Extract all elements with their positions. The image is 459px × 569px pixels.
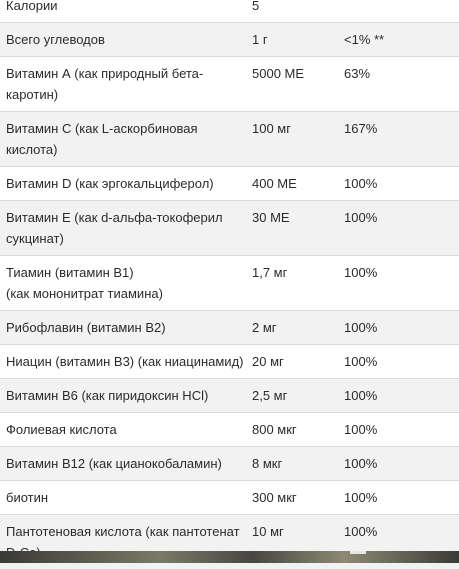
nutrient-amount: 100 мг xyxy=(246,112,338,167)
table-row xyxy=(0,167,459,201)
daily-value-percent xyxy=(338,0,459,23)
daily-value-percent: 100% xyxy=(338,447,459,481)
nutrient-name: биотин xyxy=(0,481,246,515)
table-row xyxy=(0,112,459,167)
nutrient-name-line: Тиамин (витамин B1) xyxy=(6,262,246,283)
nutrient-amount: 2,5 мг xyxy=(246,379,338,413)
table-row xyxy=(0,379,459,413)
daily-value-percent: 100% xyxy=(338,201,459,256)
table-row xyxy=(0,481,459,515)
daily-value-percent: 100% xyxy=(338,256,459,311)
daily-value-percent: 100% xyxy=(338,413,459,447)
table-row xyxy=(0,201,459,256)
nutrient-amount: 10 мг xyxy=(246,515,338,569)
nutrient-name: Всего углеводов xyxy=(0,23,246,57)
table-row xyxy=(0,0,459,23)
daily-value-percent: 167% xyxy=(338,112,459,167)
table-row xyxy=(0,311,459,345)
daily-value-percent: 63% xyxy=(338,57,459,112)
nutrient-name: Витамин А (как природный бета-каротин) xyxy=(0,57,246,112)
nutrient-amount: 800 мкг xyxy=(246,413,338,447)
nutrient-amount: 300 мкг xyxy=(246,481,338,515)
daily-value-percent: 100% xyxy=(338,515,459,569)
daily-value-percent: 100% xyxy=(338,481,459,515)
nutrient-name: Калории xyxy=(0,0,246,23)
nutrient-amount: 1 г xyxy=(246,23,338,57)
nutrient-name: Витамин С (как L-аскорбиновая кислота) xyxy=(0,112,246,167)
product-image-strip xyxy=(0,551,459,563)
table-row xyxy=(0,447,459,481)
nutrient-name: Витамин D (как эргокальциферол) xyxy=(0,167,246,201)
daily-value-percent: 100% xyxy=(338,167,459,201)
nutrient-amount: 1,7 мг xyxy=(246,256,338,311)
table-row xyxy=(0,345,459,379)
daily-value-percent: <1% ** xyxy=(338,23,459,57)
image-highlight xyxy=(350,551,366,554)
nutrient-name-line: (как мононитрат тиамина) xyxy=(6,283,246,304)
table-row xyxy=(0,57,459,112)
nutrient-name: Витамин B12 (как цианокобаламин) xyxy=(0,447,246,481)
nutrient-name: Витамин Е (как d-альфа-токоферил сукцинат) xyxy=(0,201,246,256)
nutrient-name: Фолиевая кислота xyxy=(0,413,246,447)
daily-value-percent: 100% xyxy=(338,379,459,413)
nutrient-amount: 2 мг xyxy=(246,311,338,345)
nutrient-name: Витамин B6 (как пиридоксин HCl) xyxy=(0,379,246,413)
nutrient-amount: 20 мг xyxy=(246,345,338,379)
nutrient-name xyxy=(0,256,246,311)
daily-value-percent: 100% xyxy=(338,345,459,379)
daily-value-percent: 100% xyxy=(338,311,459,345)
table-row xyxy=(0,256,459,311)
nutrient-amount: 30 МЕ xyxy=(246,201,338,256)
nutrient-name: Пантотеновая кислота (как пантотенат xyxy=(0,515,246,569)
nutrient-amount: 8 мкг xyxy=(246,447,338,481)
nutrient-amount: 400 МЕ xyxy=(246,167,338,201)
nutrient-name: Рибофлавин (витамин B2) xyxy=(0,311,246,345)
nutrient-amount: 5000 МЕ xyxy=(246,57,338,112)
table-row xyxy=(0,413,459,447)
table-row xyxy=(0,23,459,57)
nutrient-name: Ниацин (витамин B3) (как ниацинамид) xyxy=(0,345,246,379)
nutrient-amount: 5 xyxy=(246,0,338,23)
